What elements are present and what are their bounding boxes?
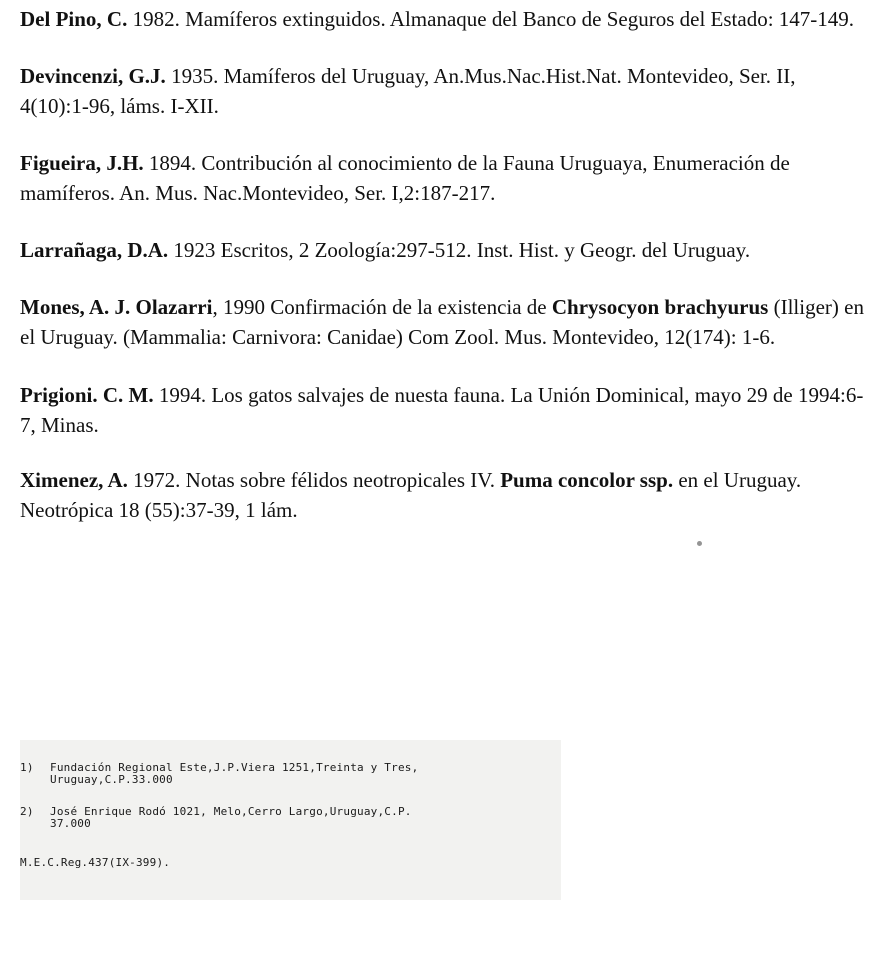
species-name: Puma concolor ssp. [500, 468, 674, 492]
reference-text: , 1990 Confirmación de la existencia de [212, 295, 552, 319]
reference-author: Figueira, J.H. [20, 151, 144, 175]
reference-text: 1994. Los gatos salvajes de nuesta fauna. La Unión Dominical, mayo 29 de 1994:6-7, Minas. [20, 383, 864, 437]
footnote-1 [20, 762, 418, 786]
reference-text: 1982. Mamíferos extinguidos. Almanaque del Banco de Seguros del Estado: 147-149. [127, 7, 855, 31]
reference-text: 1972. Notas sobre félidos neotropicales IV. [127, 468, 501, 492]
reference-text: 1923 Escritos, 2 Zoología:297-512. Inst. Hist. y Geogr. del Uruguay. [168, 238, 751, 262]
footnote-line: José Enrique Rodó 1021, Melo,Cerro Largo,Uruguay,C.P. [50, 805, 412, 818]
footnote-box [20, 740, 561, 900]
reference-author: Devincenzi, G.J. [20, 64, 166, 88]
footnote-line: 37.000 [50, 817, 91, 830]
reference-list [20, 4, 865, 552]
reference-entry [20, 4, 865, 34]
reference-author: Ximenez, A. [20, 468, 128, 492]
footnote-line: Uruguay,C.P.33.000 [50, 773, 173, 786]
reference-author: Prigioni. C. M. [20, 383, 154, 407]
reference-entry [20, 380, 865, 440]
reference-author: Mones, A. J. Olazarri [20, 295, 213, 319]
footnote-number: 1) [20, 761, 34, 774]
reference-author: Del Pino, C. [20, 7, 128, 31]
reference-text: 1894. Contribución al conocimiento de la Fauna Uruguaya, Enumeración de mamíferos. An. Mus. Nac.Montevideo, Ser. I,2:187-217. [20, 151, 790, 205]
reference-entry [20, 61, 865, 121]
reference-entry [20, 235, 865, 265]
footnote-2 [20, 806, 412, 830]
reference-text: en el Uruguay. Neotrópica 18 (55):37-39, 1 lám. [20, 468, 802, 522]
species-name: Chrysocyon brachyurus [551, 295, 769, 319]
scan-speck [697, 541, 702, 546]
footnote-number: 2) [20, 805, 34, 818]
registration-number: M.E.C.Reg.437(IX-399). [20, 856, 171, 869]
reference-entry [20, 465, 865, 525]
reference-text: (Illiger) en el Uruguay. (Mammalia: Carnivora: Canidae) Com Zool. Mus. Montevideo, 12(174): 1-6. [20, 295, 864, 349]
footnote-line: Fundación Regional Este,J.P.Viera 1251,Treinta y Tres, [50, 761, 419, 774]
reference-text: 1935. Mamíferos del Uruguay, An.Mus.Nac.Hist.Nat. Montevideo, Ser. II, 4(10):1-96, láms. I-XII. [20, 64, 796, 118]
reference-author: Larrañaga, D.A. [20, 238, 169, 262]
reference-entry [20, 292, 865, 352]
reference-entry [20, 148, 865, 208]
